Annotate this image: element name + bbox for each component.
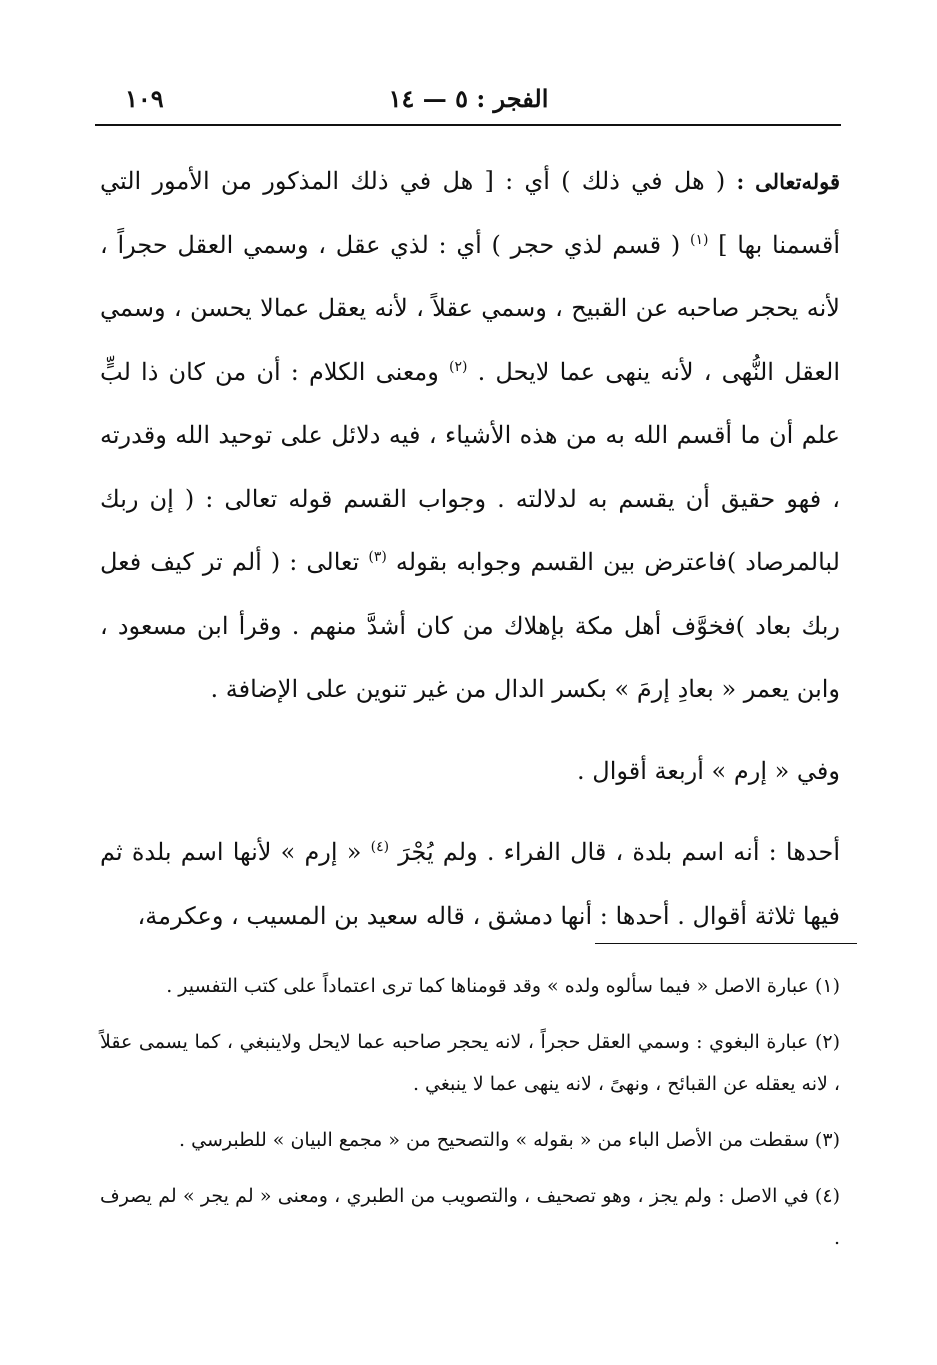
body-paragraph	[100, 740, 840, 804]
footnote-ref: (١)	[689, 231, 709, 248]
footnote-ref: (٢)	[449, 358, 468, 375]
header-rule	[95, 124, 841, 126]
footnote-separator	[595, 943, 857, 944]
running-header	[95, 78, 842, 118]
surah-verse-range: الفجر : ٥ — ١٤	[388, 84, 549, 113]
footnote: (٤) في الاصل : ولم يجز ، وهو تصحيف ، والتصويب من الطبري ، ومعنى « لم يجر » لم يصرف .	[100, 1185, 840, 1249]
page-number: ١٠٩	[125, 84, 164, 113]
text-segment: أحدها : أنه اسم بلدة ، قال الفراء . ولم يُجْرَ	[389, 838, 841, 866]
footnote: (١) عبارة الاصل « فيما سألوه ولده » وقد قومناها كما ترى اعتماداً على كتب التفسير .	[166, 975, 840, 997]
body-paragraph	[100, 821, 840, 948]
footnote-ref: (٤)	[370, 839, 390, 855]
footnote-ref: (٣)	[368, 549, 387, 565]
text-segment: ومعنى الكلام : أن من كان ذا لبٍّ علم أن ما أقسم الله به من هذه الأشياء ، فيه دلائل على توحيد الله وقدرته ، فهو حقيق أن يقسم به لدلالته . وجواب القسم قوله تعالى : ( إن ربك لبالمرصاد )فاعترض بين القسم وجوابه بقوله	[100, 357, 840, 576]
footnote: (٢) عبارة البغوي : وسمي العقل حجراً ، لانه يحجر صاحبه عما لايحل ولاينبغي ، كما يسمى عقلاً ، لانه يعقله عن القبائح ، ونهىً ، لانه ينهى عما لا ينبغي .	[100, 1031, 840, 1095]
footnotes	[100, 965, 840, 1273]
text-segment: « إرم » لأنها اسم بلدة ثم فيها ثلاثة أقوال . أحدها : أنها دمشق ، قاله سعيد بن المسيب ، وعكرمة،	[100, 838, 840, 930]
text-segment: ( هل في ذلك ) أي : [ هل في ذلك المذكور من الأمور التي أقسمنا بها ]	[100, 167, 840, 259]
text-segment: وفي « إرم » أربعة أقوال .	[577, 756, 840, 785]
text-segment: ( قسم لذي حجر ) أي : لذي عقل ، وسمي العقل حجراً ، لأنه يحجر صاحبه عن القبيح ، وسمي عقلاً ، لأنه يعقل عمالا يحسن ، وسمي العقل النُّهى ، لأنه ينهى عما لايحل .	[100, 230, 840, 386]
body-paragraph	[100, 150, 840, 722]
main-text	[100, 150, 840, 948]
lead-phrase: قوله‌تعالى :	[736, 169, 840, 194]
footnote: (٣) سقطت من الأصل الباء من « بقوله » والتصحيح من « مجمع البيان » للطبرسي .	[179, 1129, 840, 1151]
text-segment: تعالى : ( ألم تر كيف فعل ربك بعاد )فخوَّف أهل مكة بإهلاك من كان أشدَّ منهم . وقرأ ابن مسعود ، وابن يعمر « بعادِ إرمَ » بكسر الدال من غير تنوين على الإضافة .	[100, 548, 841, 703]
